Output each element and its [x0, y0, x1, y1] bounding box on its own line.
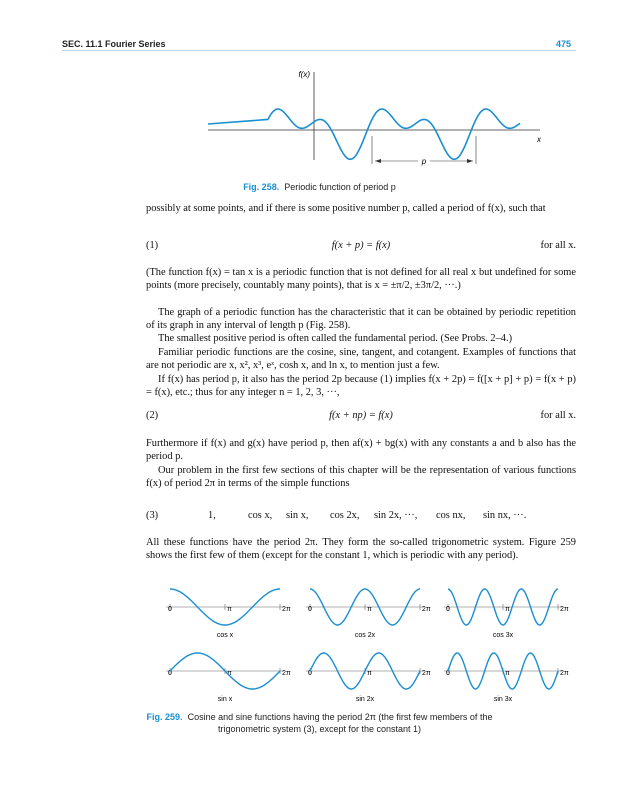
fig259-tick-label: π — [227, 606, 232, 613]
fig259-tick-label: 0 — [446, 606, 450, 613]
fig259-tick-label: 0 — [168, 670, 172, 677]
fig259-caption-line1: Cosine and sine functions having the period 2π (the first few members of the — [187, 712, 493, 722]
eq3-term-6: cos nx, — [436, 510, 466, 521]
fig259-plot-label: sin 3x — [493, 696, 513, 703]
eq3-term-4: cos 2x, — [330, 510, 360, 521]
fig259-tick-label: π — [367, 670, 372, 677]
eq3-term-3: sin x, — [286, 510, 309, 521]
fig259-tick-label: π — [505, 670, 510, 677]
page-number: 475 — [556, 39, 572, 49]
equation-2 — [146, 410, 576, 424]
fig259-tick-label: 2π — [560, 670, 569, 677]
eq3-term-5: sin 2x, ···, — [374, 510, 418, 521]
fig258-ylabel: f(x) — [298, 70, 310, 79]
paragraph-2: (The function f(x) = tan x is a periodic function that is not defined for all real x but undefined for some points (more precisely, countably many points), that is x = ±π/2, ±3π/2, ···.) — [146, 267, 576, 292]
fig258-xlabel: x — [537, 135, 541, 144]
running-head: SEC. 11.1 Fourier Series — [62, 39, 166, 49]
fig259-tick-label: 0 — [308, 670, 312, 677]
paragraph-7: Furthermore if f(x) and g(x) have period p, then af(x) + bg(x) with any constants a and b also has the period p. — [146, 438, 576, 463]
eq3-term-1: 1, — [208, 510, 216, 521]
eq3-term-2: cos x, — [248, 510, 273, 521]
fig259-plot-label: cos 3x — [492, 632, 514, 639]
equation-1 — [146, 240, 576, 254]
fig259-tick-label: π — [367, 606, 372, 613]
paragraph-4: The smallest positive period is often called the fundamental period. (See Probs. 2–4.) — [158, 333, 513, 344]
paragraph-6: If f(x) has period p, it also has the period 2p because (1) implies f(x + 2p) = f([x + p] + p) = f(x + p) = f(x), etc.; thus for any integer n = 1, 2, 3, ···, — [146, 374, 576, 399]
fig259-tick-label: 0 — [446, 670, 450, 677]
fig259-tick-label: 2π — [282, 670, 291, 677]
fig258-caption-text: Periodic function of period p — [284, 182, 396, 192]
fig259-tick-label: 2π — [560, 606, 569, 613]
paragraph-3: The graph of a periodic function has the characteristic that it can be obtained by periodic repetition of its graph in any interval of length p (Fig. 258). — [146, 307, 576, 332]
fig259-plot-label: cos x — [216, 632, 234, 639]
paragraph-9: All these functions have the period 2π. They form the so-called trigonometric system. Figure 259 shows the first few of them (except for the constant 1, which is periodic with any period). — [146, 537, 576, 562]
eq1-condition: for all x. — [540, 240, 576, 251]
eq2-condition: for all x. — [540, 410, 576, 421]
fig258-period-label: p — [421, 157, 427, 166]
fig258-caption-label: Fig. 258. — [243, 182, 280, 192]
fig259-plot-label: sin 2x — [355, 696, 375, 703]
eq1-number: (1) — [146, 240, 159, 251]
fig258-graph — [180, 62, 550, 182]
eq1-expression: f(x + p) = f(x) — [331, 240, 391, 251]
fig258-caption — [0, 182, 639, 192]
eq3-number: (3) — [146, 510, 159, 521]
fig259-tick-label: 2π — [422, 606, 431, 613]
paragraph-8: Our problem in the first few sections of this chapter will be the representation of various functions f(x) of period 2π in terms of the simple functions — [146, 465, 576, 490]
eq3-term-7: sin nx, ···. — [483, 510, 527, 521]
paragraph-5: Familiar periodic functions are the cosine, sine, tangent, and cotangent. Examples of functions that are not periodic are x, x², x³, eˣ, cosh x, and ln x, to mention just a few. — [146, 347, 576, 372]
fig259-caption-line-2: trigonometric system (3), except for the constant 1) — [217, 724, 422, 734]
eq2-number: (2) — [146, 410, 159, 421]
fig259-tick-label: π — [227, 670, 232, 677]
fig259-caption — [0, 712, 639, 722]
fig259-tick-label: 0 — [308, 606, 312, 613]
fig259-graphs — [160, 585, 580, 711]
fig259-tick-label: 2π — [422, 670, 431, 677]
eq2-expression: f(x + np) = f(x) — [329, 410, 393, 421]
fig259-tick-label: 0 — [168, 606, 172, 613]
paragraph-1: possibly at some points, and if there is some positive number p, called a period of f(x), such that — [146, 203, 546, 214]
equation-3 — [146, 510, 576, 524]
fig259-caption-label: Fig. 259. — [146, 712, 183, 722]
fig259-tick-label: π — [505, 606, 510, 613]
fig259-tick-label: 2π — [282, 606, 291, 613]
fig259-plot-label: cos 2x — [354, 632, 376, 639]
fig258-periodic-curve — [208, 109, 520, 159]
fig259-plot-label: sin x — [217, 696, 233, 703]
header-rule — [62, 50, 576, 51]
